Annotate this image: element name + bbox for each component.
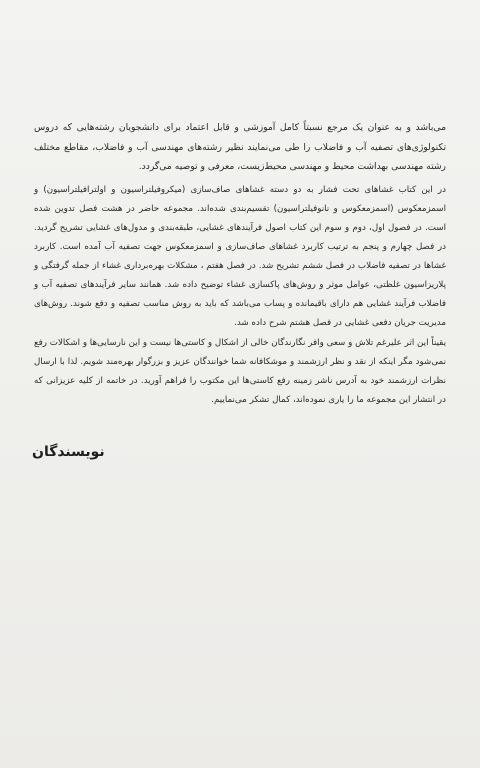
preface-paragraph-3: یقیناً این اثر علیرغم تلاش و سعی وافر نگارندگان خالی از اشکال و کاستی‌ها نیست و این نارسایی‌ها و اشکالات رفع نمی‌شود مگر اینکه از نقد و نظر ارزشمند و موشکافانه شما خوانندگان عزیز و بزرگوار بهره‌مند شویم. لذا با ارسال نظرات ارزشمند خود به آدرس ناشر زمینه رفع کاستی‌ها این مکتوب را فراهم آورید. در خاتمه از کلیه عزیزانی که در انتشار این مجموعه ما را یاری نموده‌اند، کمال تشکر می‌نماییم.: [34, 337, 446, 405]
preface-body: [34, 118, 446, 411]
preface-paragraph-2: در این کتاب غشاهای تحت فشار به دو دسته غشاهای صاف‌سازی (میکروفیلتراسیون و اولترافیلتراسیون) و اسمزمعکوس (اسمزمعکوس و نانوفیلتراسیون) تقسیم‌بندی شده‌اند. مجموعه حاضر در هشت فصل تدوین شده است. در فصول اول، دوم و سوم این کتاب اصول فرآیندهای غشایی، طبقه‌بندی و مدول‌های غشایی تشریح گردید. در فصل چهارم و پنجم به ترتیب کاربرد غشاهای صاف‌سازی و اسمزمعکوس جهت تصفیه آب آمده است. کاربرد غشاها در تصفیه فاضلاب در فصل ششم تشریح شد. در فصل هفتم ، مشکلات بهره‌برداری غشاء از جمله گرفتگی و پلاریزاسیون غلظتی، عوامل موثر و روش‌های پاکسازی غشاء توضیح داده شد. همانند سایر فرآیندهای تصفیه آب و فاضلاب فرآیند غشایی هم دارای باقیمانده و پساب می‌باشد که باید به روش مناسب تصفیه و دفع شوند. روش‌های مدیریت جریان دفعی غشایی در فصل هشتم شرح داده شد.: [34, 184, 446, 328]
authors-signature: نویسندگان: [32, 444, 105, 460]
preface-paragraph-1: می‌باشد و به عنوان یک مرجع نسبتاً کامل آموزشی و قابل اعتماد برای دانشجویان رشته‌هایی که دروس تکنولوژی‌های تصفیه آب و فاضلاب را طی می‌نمایند نظیر رشته‌های مهندسی آب و فاضلاب، مقاطع مختلف رشته مهندسی بهداشت محیط و مهندسی محیط‌زیست، معرفی و توصیه می‌گردد.: [34, 122, 446, 172]
